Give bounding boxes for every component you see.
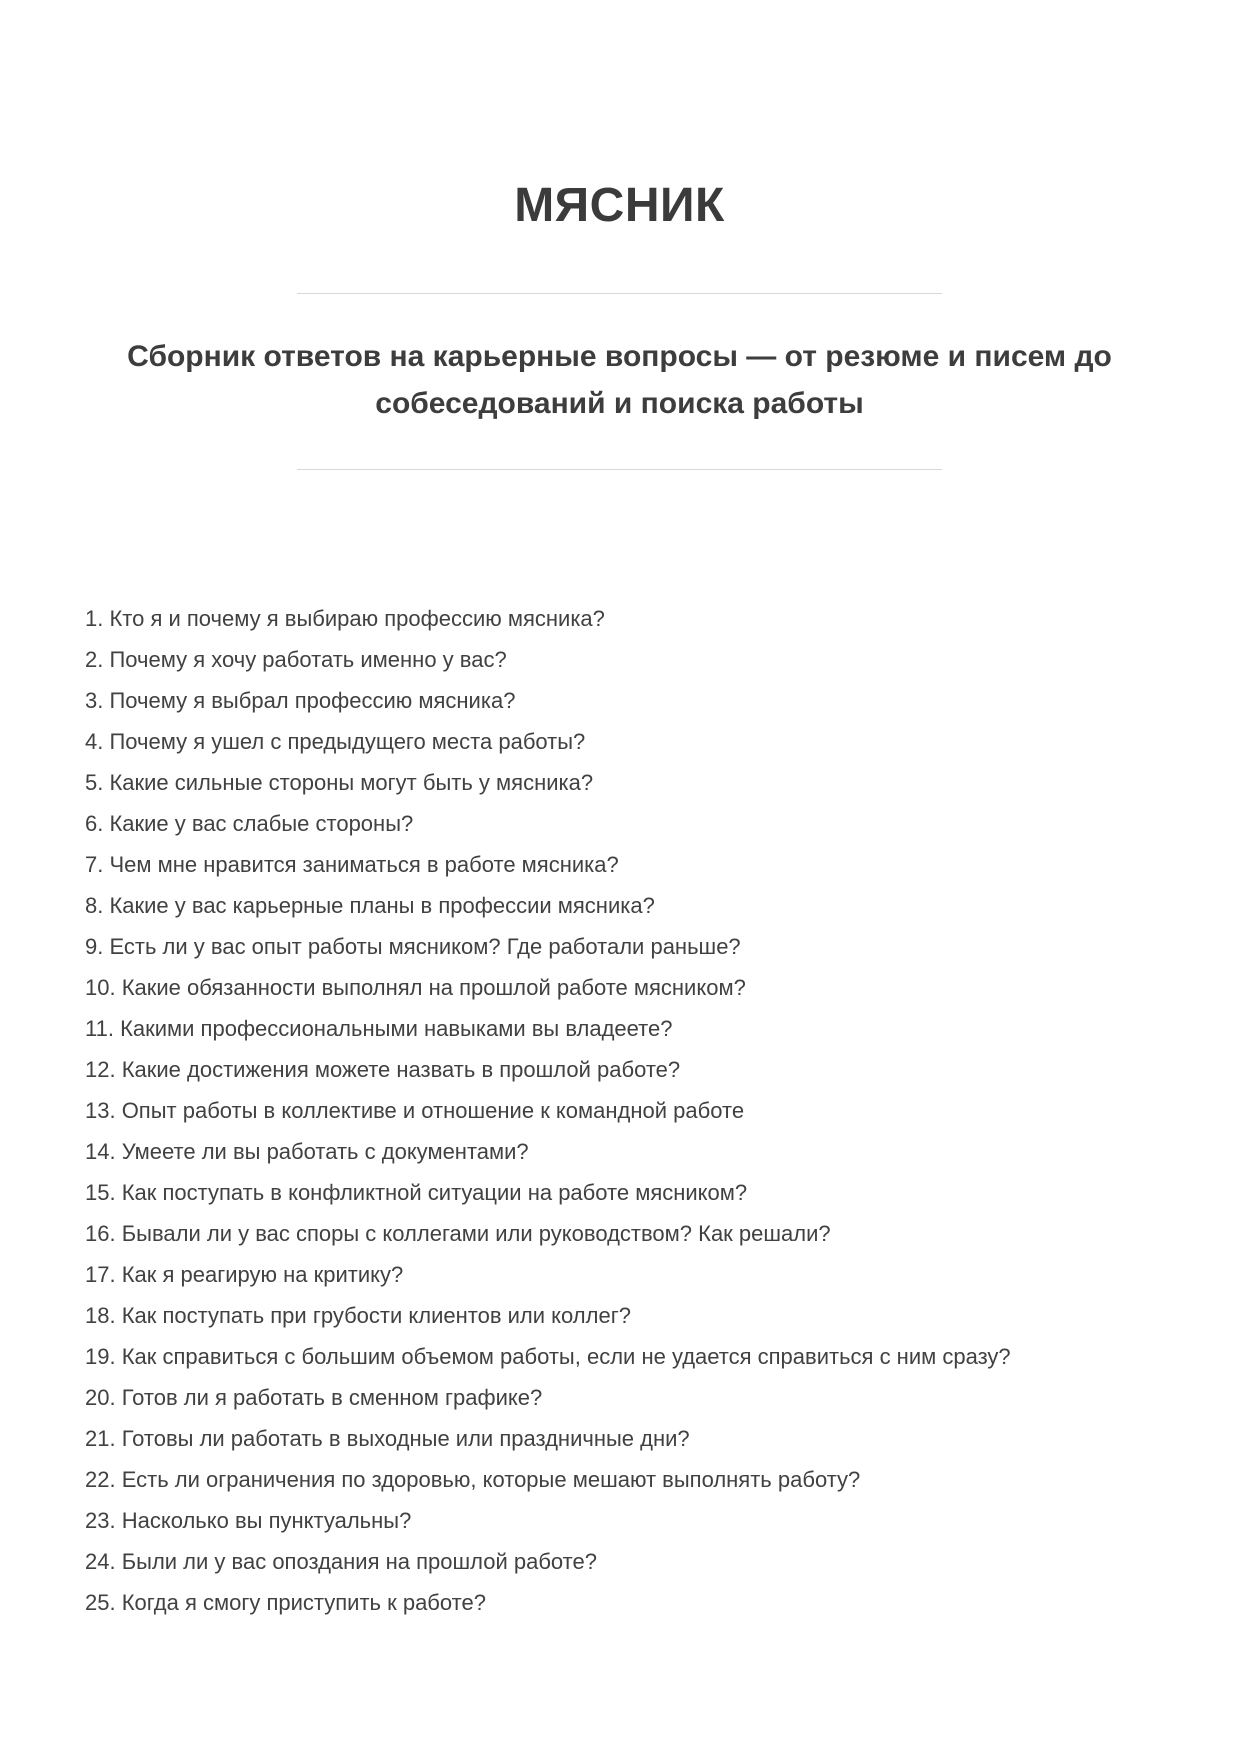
toc-item: 7. Чем мне нравится заниматься в работе мясника?: [85, 852, 619, 878]
subtitle-line-2: собеседований и поиска работы: [375, 386, 864, 420]
toc-item: 21. Готовы ли работать в выходные или праздничные дни?: [85, 1426, 690, 1452]
toc-item: 24. Были ли у вас опоздания на прошлой работе?: [85, 1549, 597, 1575]
toc-item: 16. Бывали ли у вас споры с коллегами или руководством? Как решали?: [85, 1221, 831, 1247]
toc-item: 23. Насколько вы пунктуальны?: [85, 1508, 412, 1534]
toc-item: 17. Как я реагирую на критику?: [85, 1262, 404, 1288]
toc-item: 9. Есть ли у вас опыт работы мясником? Где работали раньше?: [85, 934, 741, 960]
toc-item: 13. Опыт работы в коллективе и отношение к командной работе: [85, 1098, 745, 1124]
toc-item: 8. Какие у вас карьерные планы в профессии мясника?: [85, 893, 655, 919]
toc-item: 18. Как поступать при грубости клиентов или коллег?: [85, 1303, 631, 1329]
toc-item: 15. Как поступать в конфликтной ситуации на работе мясником?: [85, 1180, 748, 1206]
top-divider: [297, 293, 942, 294]
toc-item: 5. Какие сильные стороны могут быть у мясника?: [85, 770, 594, 796]
toc-item: 11. Какими профессиональными навыками вы владеете?: [85, 1016, 673, 1042]
toc-item: 25. Когда я смогу приступить к работе?: [85, 1590, 486, 1616]
subtitle-line-1: Сборник ответов на карьерные вопросы — от резюме и писем до: [127, 340, 1112, 374]
toc-item: 2. Почему я хочу работать именно у вас?: [85, 647, 507, 673]
question-list: [0, 598, 1239, 1623]
bottom-divider: [297, 469, 942, 470]
toc-item: 19. Как справиться с большим объемом работы, если не удается справиться с ним сразу?: [85, 1344, 1011, 1370]
toc-item: 3. Почему я выбрал профессию мясника?: [85, 688, 516, 714]
toc-item: 1. Кто я и почему я выбираю профессию мясника?: [85, 606, 605, 632]
page-title: МЯСНИК: [514, 179, 725, 232]
toc-item: 14. Умеете ли вы работать с документами?: [85, 1139, 529, 1165]
toc-item: 20. Готов ли я работать в сменном графике?: [85, 1385, 543, 1411]
toc-item: 6. Какие у вас слабые стороны?: [85, 811, 414, 837]
toc-item: 22. Есть ли ограничения по здоровью, которые мешают выполнять работу?: [85, 1467, 861, 1493]
toc-item: 10. Какие обязанности выполнял на прошлой работе мясником?: [85, 975, 746, 1001]
toc-item: 4. Почему я ушел с предыдущего места работы?: [85, 729, 586, 755]
page-subtitle: [90, 334, 1150, 427]
toc-item: 12. Какие достижения можете назвать в прошлой работе?: [85, 1057, 681, 1083]
